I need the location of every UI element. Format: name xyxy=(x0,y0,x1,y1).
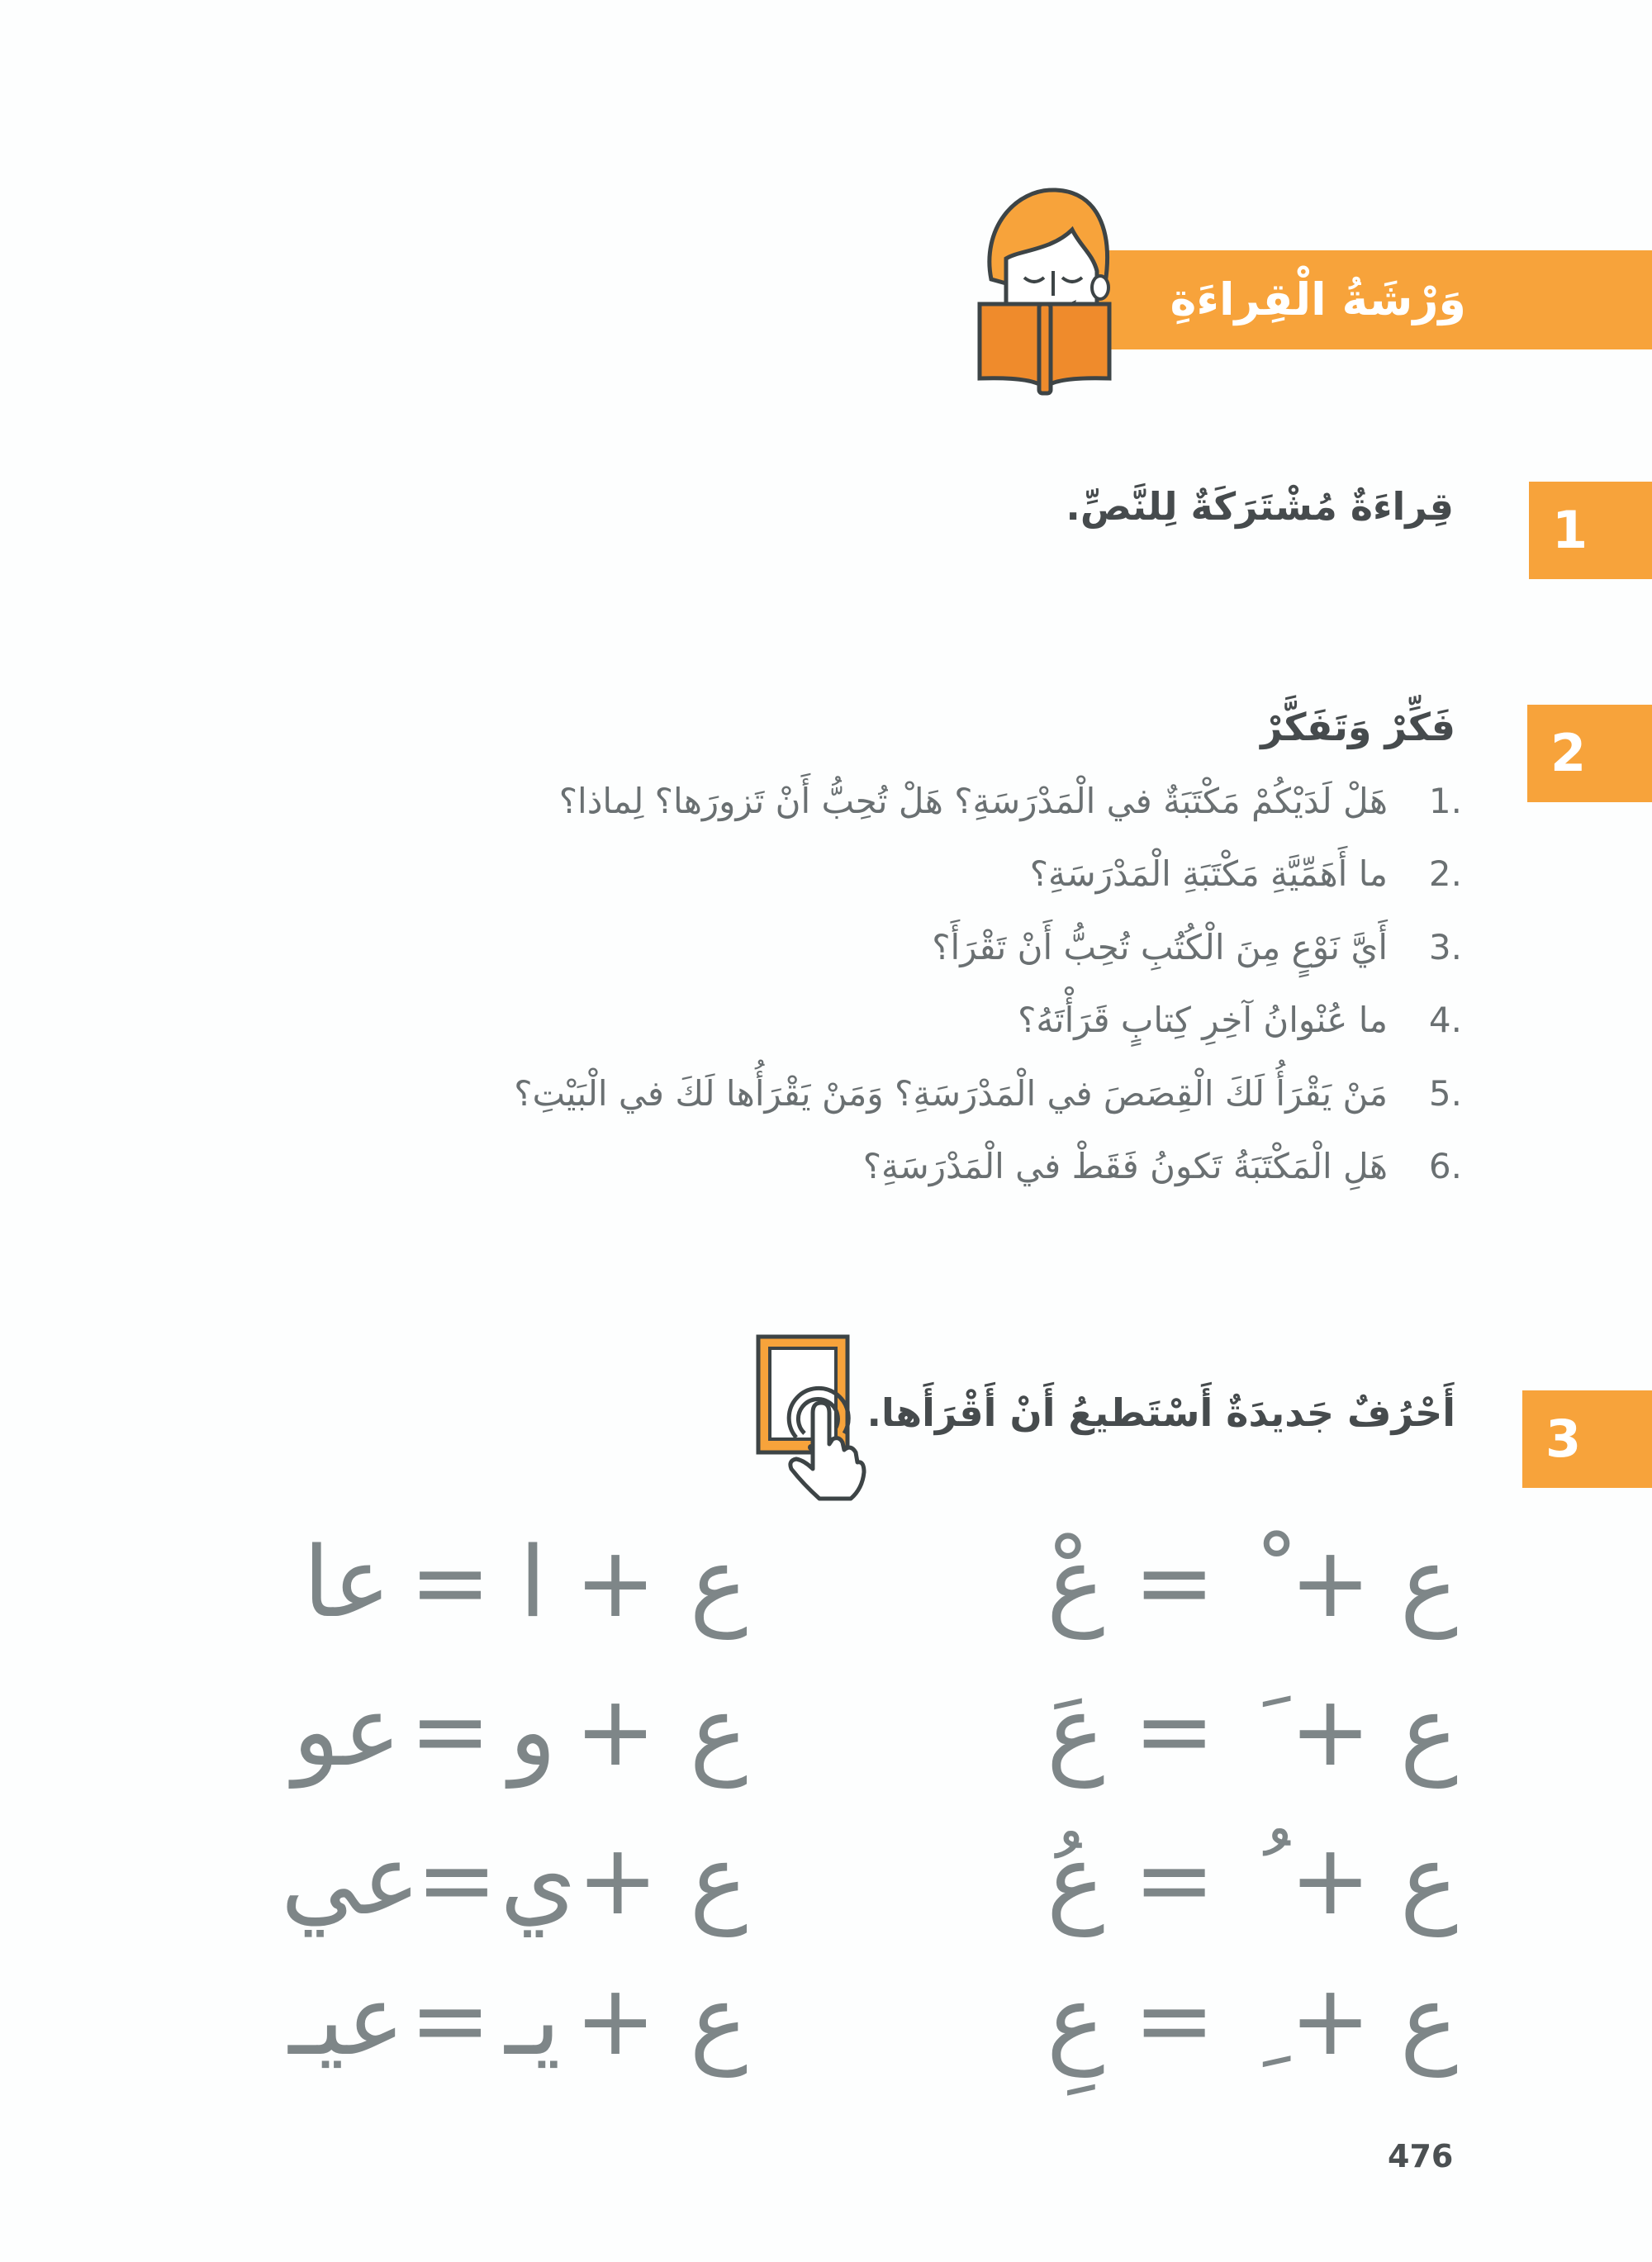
equals-sign: = xyxy=(1133,1963,1216,2077)
question-number: 1. xyxy=(1428,780,1462,821)
section-number-badge: 2 xyxy=(1527,705,1652,802)
plus-sign: + xyxy=(1289,1674,1371,1788)
equation-result: عيـ xyxy=(288,1963,405,2077)
section-number-badge: 3 xyxy=(1522,1390,1652,1488)
equation-mark xyxy=(1215,1963,1289,2077)
plus-sign: + xyxy=(574,1674,657,1788)
equation-base-letter: ع xyxy=(1399,1525,1459,1639)
question-number: 4. xyxy=(1428,1000,1462,1041)
equation-result: عا xyxy=(302,1525,392,1639)
section-heading: قِراءَةٌ مُشْتَرَكَةٌ لِلنَّصِّ. xyxy=(1066,484,1454,529)
page-title: وَرْشَةُ الْقِراءَةِ xyxy=(1170,273,1466,326)
equation-mark xyxy=(1215,1822,1289,1936)
question-text: أَيَّ نَوْعٍ مِنَ الْكُتُبِ تُحِبُّ أَنْ تَقْرَأَ؟ xyxy=(932,926,1388,967)
equation-result: عَ xyxy=(1047,1674,1105,1788)
question-item xyxy=(306,1130,1462,1204)
section-heading: أَحْرُفٌ جَديدَةٌ أَسْتَطيعُ أَنْ أَقْرَأَها. xyxy=(866,1390,1455,1435)
question-number: 6. xyxy=(1428,1146,1462,1187)
plus-sign: + xyxy=(574,1525,657,1639)
tablet-touch-icon[interactable] xyxy=(753,1330,867,1504)
equals-sign: = xyxy=(409,1674,491,1788)
question-number: 3. xyxy=(1428,926,1462,967)
plus-sign: + xyxy=(574,1963,657,2077)
question-item xyxy=(306,910,1462,984)
equation-base-letter: ع xyxy=(689,1963,748,2077)
equation-result: عي xyxy=(281,1822,420,1936)
letter-equation xyxy=(1047,1512,1487,1652)
letter-equation xyxy=(281,1661,776,1801)
equals-sign: = xyxy=(409,1525,491,1639)
equals-sign: = xyxy=(1133,1674,1216,1788)
question-text: ما عُنْوانُ آخِرِ كِتابٍ قَرَأْتَهُ؟ xyxy=(1018,1000,1388,1041)
equation-base-letter: ع xyxy=(1399,1963,1459,2077)
letter-equation xyxy=(1047,1809,1487,1950)
equation-result: عو xyxy=(292,1674,401,1788)
section-heading: فَكِّرْ وَتَفَكَّرْ xyxy=(1260,705,1455,749)
equation-result: عِ xyxy=(1047,1963,1105,2077)
plus-sign: + xyxy=(1289,1963,1371,2077)
equation-result: عُ xyxy=(1047,1822,1105,1936)
equation-base-letter: ع xyxy=(1399,1822,1459,1936)
equals-sign: = xyxy=(1133,1822,1216,1936)
equation-base-letter: ع xyxy=(689,1822,748,1936)
question-item xyxy=(306,838,1462,911)
question-item xyxy=(306,1057,1462,1130)
plus-sign: + xyxy=(577,1822,659,1936)
equation-mark: ي xyxy=(500,1822,577,1936)
question-list xyxy=(306,764,1462,1203)
question-item xyxy=(306,764,1462,838)
letter-equation xyxy=(1047,1661,1487,1801)
section-number-badge: 1 xyxy=(1529,482,1652,579)
equation-mark: ا xyxy=(519,1525,547,1639)
letter-equation xyxy=(281,1809,776,1950)
letter-equation xyxy=(281,1950,776,2090)
question-number: 5. xyxy=(1428,1072,1462,1114)
equation-base-letter: ع xyxy=(689,1525,748,1639)
question-text: هَلِ الْمَكْتَبَةُ تَكونُ فَقَطْ في الْمَدْرَسَةِ؟ xyxy=(862,1146,1388,1187)
letter-equation xyxy=(1047,1950,1487,2090)
letter-equations xyxy=(281,1512,1487,2077)
equation-mark: و xyxy=(509,1674,557,1788)
question-number: 2. xyxy=(1428,853,1462,895)
page-number: 476 xyxy=(1388,2138,1454,2174)
equals-sign: = xyxy=(1133,1525,1216,1639)
equals-sign: = xyxy=(409,1963,491,2077)
question-text: هَلْ لَدَيْكُمْ مَكْتَبَةٌ في الْمَدْرَسَةِ؟ هَلْ تُحِبُّ أَنْ تَزورَها؟ لِماذا؟ xyxy=(558,780,1388,821)
plus-sign: + xyxy=(1289,1525,1371,1639)
equals-sign: = xyxy=(415,1822,498,1936)
plus-sign: + xyxy=(1289,1822,1371,1936)
child-reading-book-icon xyxy=(973,180,1118,399)
equation-mark xyxy=(1215,1525,1289,1639)
question-item xyxy=(306,984,1462,1057)
equation-base-letter: ع xyxy=(689,1674,748,1788)
equation-result: عْ xyxy=(1047,1525,1105,1639)
equation-base-letter: ع xyxy=(1399,1674,1459,1788)
equation-mark xyxy=(1215,1674,1289,1788)
letter-equation xyxy=(281,1512,776,1652)
question-text: ما أَهَمِّيَّةِ مَكْتَبَةِ الْمَدْرَسَةِ؟ xyxy=(1029,853,1388,895)
question-text: مَنْ يَقْرَأُ لَكَ الْقِصَصَ في الْمَدْرَسَةِ؟ وَمَنْ يَقْرَأُها لَكَ في الْبَيْتِ؟ xyxy=(514,1072,1388,1114)
equation-mark: يـ xyxy=(505,1963,561,2077)
